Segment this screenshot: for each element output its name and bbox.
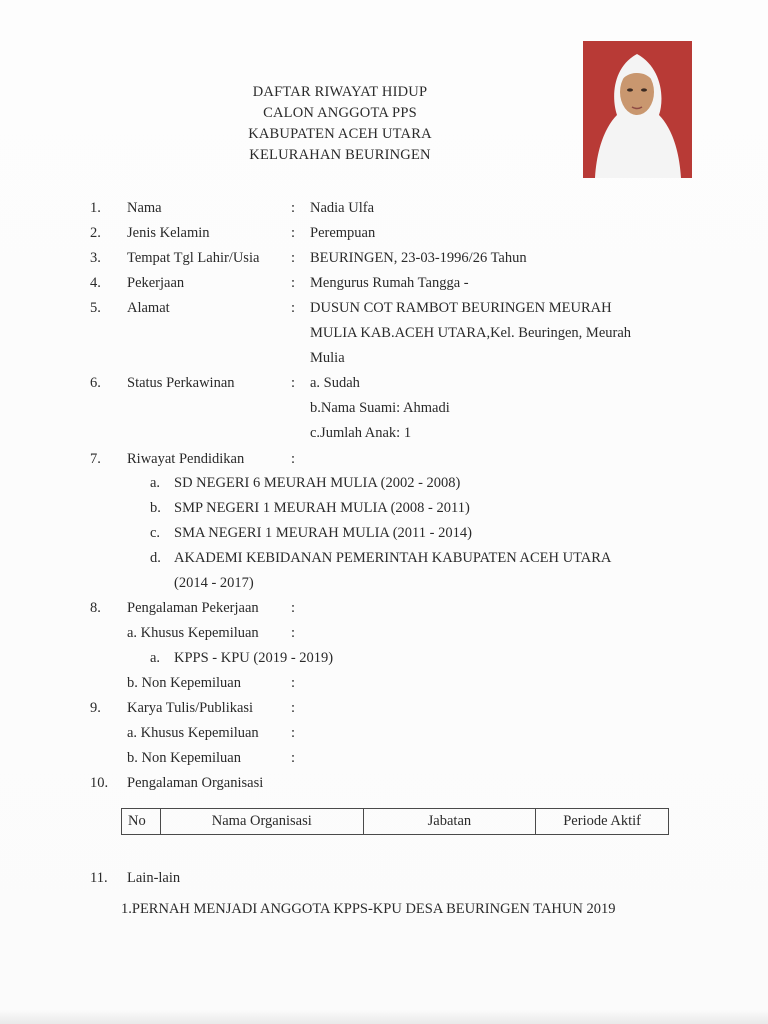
column-header-jabatan: Jabatan [363, 809, 536, 835]
sub-label: b. Non Kepemiluan [127, 750, 241, 766]
field-colon: : [291, 725, 296, 741]
item-number: 10. [90, 775, 109, 791]
field-label: Pengalaman Pekerjaan [127, 600, 259, 616]
field-label: Alamat [127, 300, 170, 316]
document-header [190, 82, 490, 166]
item-number: 3. [90, 250, 101, 266]
field-label: Status Perkawinan [127, 375, 235, 391]
education-text: SD NEGERI 6 MEURAH MULIA (2002 - 2008) [174, 475, 461, 491]
field-colon: : [291, 300, 296, 316]
field-value: b.Nama Suami: Ahmadi [310, 400, 450, 416]
field-colon: : [291, 750, 296, 766]
item-number: 11. [90, 870, 108, 886]
field-colon: : [291, 675, 296, 691]
list-marker: a. [150, 650, 161, 666]
column-header-no: No [122, 809, 161, 835]
item-number: 6. [90, 375, 101, 391]
field-value: c.Jumlah Anak: 1 [310, 425, 412, 441]
item-number: 9. [90, 700, 101, 716]
field-colon: : [291, 375, 296, 391]
list-marker: c. [150, 525, 161, 541]
field-value: a. Sudah [310, 375, 360, 391]
note-text: 1.PERNAH MENJADI ANGGOTA KPPS-KPU DESA BEURINGEN TAHUN 2019 [121, 901, 616, 917]
field-label: Riwayat Pendidikan [127, 451, 245, 467]
list-marker: b. [150, 500, 161, 516]
field-colon: : [291, 275, 296, 291]
header-regency: KABUPATEN ACEH UTARA [248, 126, 432, 142]
item-number: 2. [90, 225, 101, 241]
field-value: Mengurus Rumah Tangga - [310, 275, 469, 291]
field-value: Mulia [310, 350, 345, 366]
field-label: Pekerjaan [127, 275, 185, 291]
education-text: AKADEMI KEBIDANAN PEMERINTAH KABUPATEN ACEH UTARA [174, 550, 612, 566]
education-text: SMP NEGERI 1 MEURAH MULIA (2008 - 2011) [174, 500, 470, 516]
field-colon: : [291, 200, 296, 216]
field-label: Nama [127, 200, 162, 216]
field-colon: : [291, 451, 296, 467]
header-title: DAFTAR RIWAYAT HIDUP [252, 84, 428, 100]
field-value: DUSUN COT RAMBOT BEURINGEN MEURAH [310, 300, 612, 316]
item-number: 7. [90, 451, 101, 467]
page-edge [0, 1010, 768, 1024]
list-marker: d. [150, 550, 161, 566]
field-value: Nadia Ulfa [310, 200, 375, 216]
field-colon: : [291, 600, 296, 616]
column-header-periode-aktif: Periode Aktif [536, 809, 669, 835]
field-label: Tempat Tgl Lahir/Usia [127, 250, 260, 266]
item-number: 1. [90, 200, 101, 216]
item-number: 8. [90, 600, 101, 616]
header-village: KELURAHAN BEURINGEN [249, 147, 431, 163]
field-label: Pengalaman Organisasi [127, 775, 264, 791]
item-number: 4. [90, 275, 101, 291]
field-value: BEURINGEN, 23-03-1996/26 Tahun [310, 250, 527, 266]
education-text: (2014 - 2017) [174, 575, 254, 591]
profile-photo [583, 41, 692, 178]
field-value: MULIA KAB.ACEH UTARA,Kel. Beuringen, Meurah [310, 325, 632, 341]
table-header-row [122, 809, 669, 835]
item-number: 5. [90, 300, 101, 316]
sub-label: a. Khusus Kepemiluan [127, 725, 259, 741]
list-marker: a. [150, 475, 161, 491]
field-label: Karya Tulis/Publikasi [127, 700, 254, 716]
field-label: Jenis Kelamin [127, 225, 210, 241]
column-header-nama-organisasi: Nama Organisasi [160, 809, 363, 835]
field-colon: : [291, 700, 296, 716]
sub-label: a. Khusus Kepemiluan [127, 625, 259, 641]
organization-table [121, 808, 669, 835]
field-colon: : [291, 250, 296, 266]
education-text: SMA NEGERI 1 MEURAH MULIA (2011 - 2014) [174, 525, 472, 541]
field-label: Lain-lain [127, 870, 181, 886]
field-value: Perempuan [310, 225, 376, 241]
work-text: KPPS - KPU (2019 - 2019) [174, 650, 334, 666]
field-colon: : [291, 225, 296, 241]
sub-label: b. Non Kepemiluan [127, 675, 241, 691]
header-subtitle: CALON ANGGOTA PPS [263, 105, 417, 121]
field-colon: : [291, 625, 296, 641]
